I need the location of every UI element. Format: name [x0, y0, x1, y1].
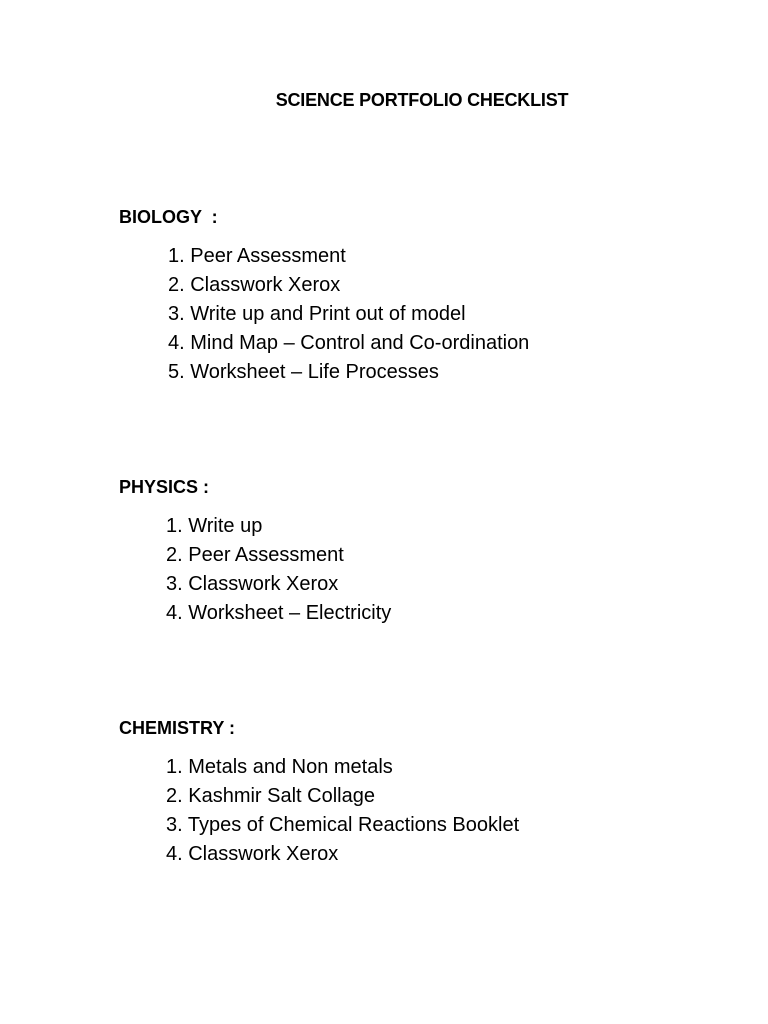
- section-chemistry: [119, 715, 519, 869]
- section-heading-chemistry: CHEMISTRY :: [119, 718, 236, 738]
- checklist-item: 1. Metals and Non metals: [166, 756, 393, 778]
- checklist-item: 4. Worksheet – Electricity: [166, 602, 392, 624]
- page-title: SCIENCE PORTFOLIO CHECKLIST: [275, 90, 569, 110]
- checklist-item: 1. Peer Assessment: [168, 245, 346, 267]
- checklist-chemistry: [119, 753, 519, 869]
- checklist-item: 4. Mind Map – Control and Co-ordination: [168, 332, 530, 354]
- checklist-item: 2. Kashmir Salt Collage: [166, 785, 375, 807]
- checklist-item: 4. Classwork Xerox: [166, 843, 339, 865]
- checklist-item: 1. Write up: [166, 515, 263, 537]
- section-heading-physics: PHYSICS :: [119, 477, 210, 497]
- checklist-item: 2. Classwork Xerox: [168, 274, 341, 296]
- checklist-item: 2. Peer Assessment: [166, 544, 344, 566]
- section-biology: [119, 204, 529, 387]
- checklist-item: 5. Worksheet – Life Processes: [168, 361, 439, 383]
- checklist-item: 3. Types of Chemical Reactions Booklet: [166, 814, 520, 836]
- checklist-biology: [119, 242, 529, 387]
- checklist-physics: [119, 512, 391, 628]
- checklist-item: 3. Classwork Xerox: [166, 573, 339, 595]
- section-heading-biology: BIOLOGY :: [119, 207, 218, 227]
- checklist-item: 3. Write up and Print out of model: [168, 303, 466, 325]
- section-physics: [119, 474, 391, 628]
